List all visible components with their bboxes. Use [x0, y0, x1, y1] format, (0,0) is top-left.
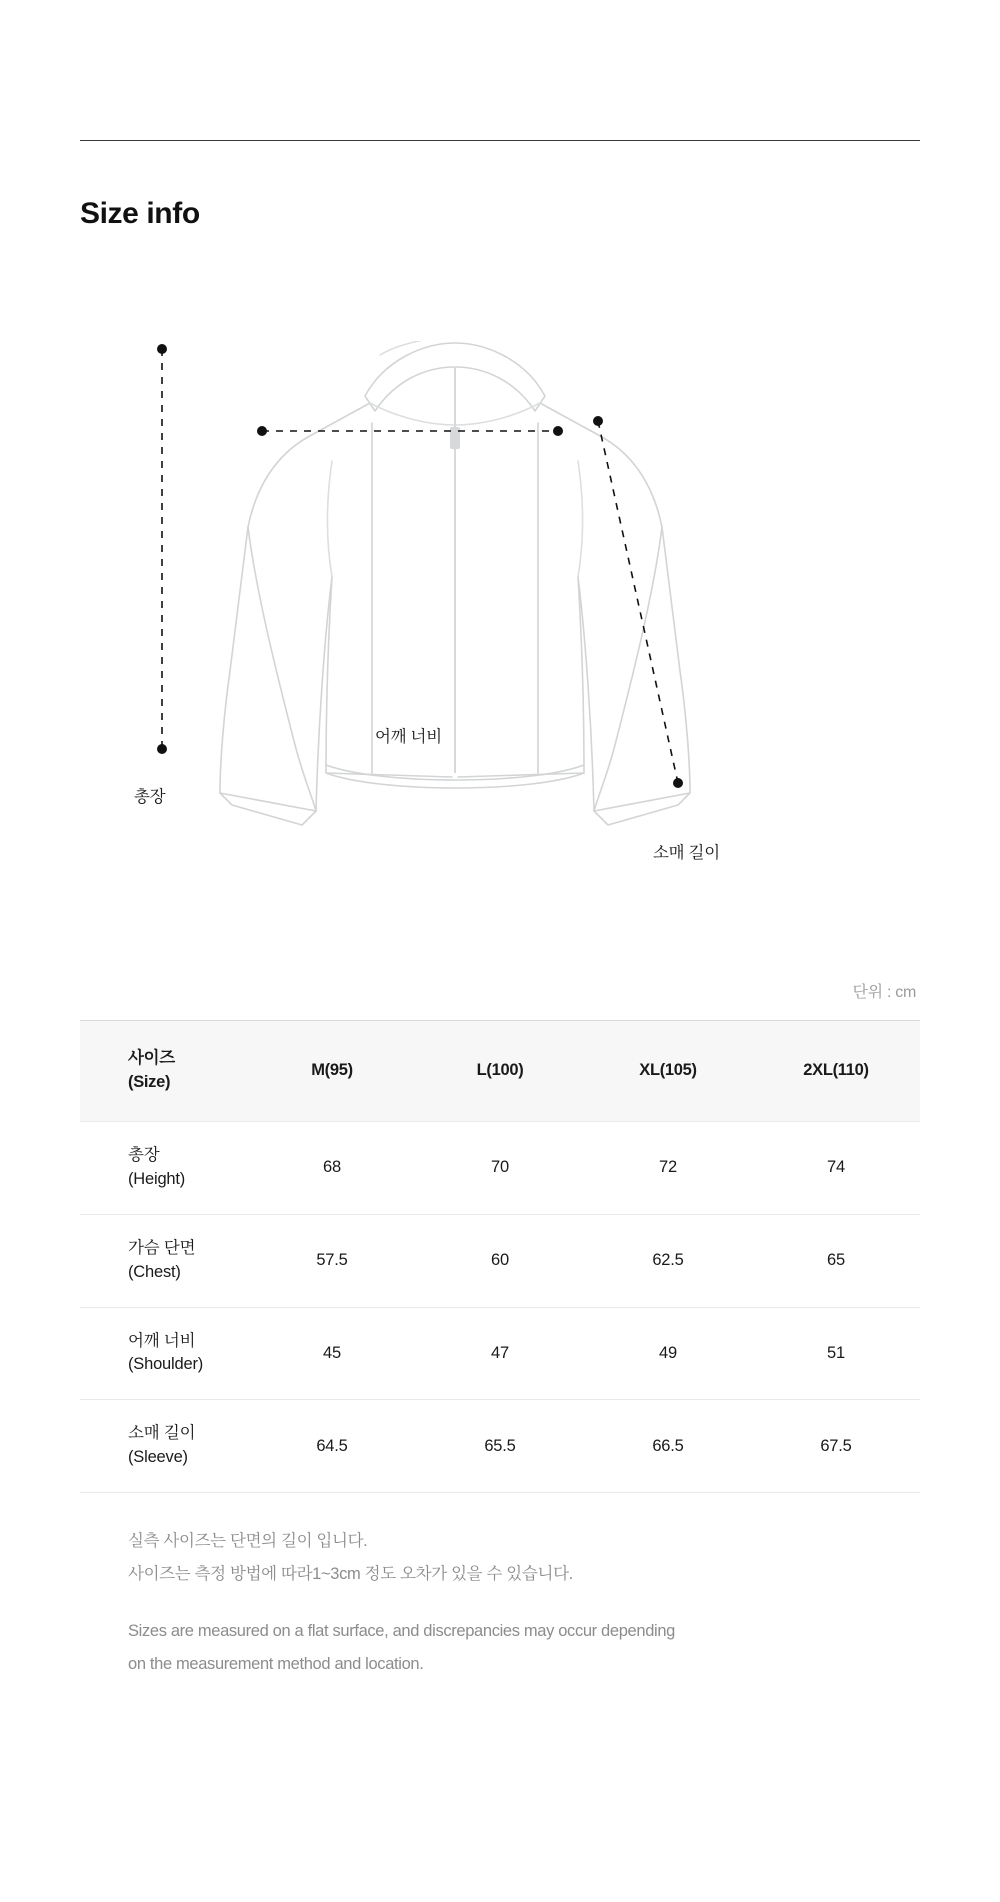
table-row [80, 1400, 920, 1493]
table-row [80, 1121, 920, 1214]
cell-shoulder-2xl: 51 [752, 1307, 920, 1400]
table-row [80, 1214, 920, 1307]
cell-chest-2xl: 65 [752, 1214, 920, 1307]
cell-sleeve-m: 64.5 [248, 1400, 416, 1493]
cell-sleeve-l: 65.5 [416, 1400, 584, 1493]
unit-note: 단위 : cm [852, 984, 916, 1001]
cell-height-m: 68 [248, 1121, 416, 1214]
cell-height-2xl: 74 [752, 1121, 920, 1214]
row-label-height [80, 1121, 248, 1214]
label-total-length: 총장 [134, 788, 166, 806]
table-header-xl: XL(105) [584, 1021, 752, 1122]
sleeve-length-dimension [598, 421, 678, 783]
cell-shoulder-xl: 49 [584, 1307, 752, 1400]
content-container [80, 0, 920, 1678]
top-divider [80, 140, 920, 141]
row-label-shoulder [80, 1307, 248, 1400]
measurement-notes [80, 1527, 920, 1678]
note-en-line2: on the measurement method and location. [128, 1654, 424, 1673]
cell-shoulder-m: 45 [248, 1307, 416, 1400]
size-table-head [80, 1021, 920, 1122]
label-sleeve-length: 소매 길이 [653, 844, 720, 862]
cell-chest-m: 57.5 [248, 1214, 416, 1307]
size-table-body [80, 1121, 920, 1492]
row-label-chest-ko: 가슴 단면 [128, 1238, 196, 1257]
row-label-sleeve [80, 1400, 248, 1493]
garment-measurement-diagram [80, 341, 920, 961]
cell-height-l: 70 [416, 1121, 584, 1214]
table-header-m: M(95) [248, 1021, 416, 1122]
row-label-chest [80, 1214, 248, 1307]
header-size-ko: 사이즈 [128, 1049, 175, 1067]
cell-sleeve-xl: 66.5 [584, 1400, 752, 1493]
table-header-size [80, 1021, 248, 1122]
note-ko-line2: 사이즈는 측정 방법에 따라1~3cm 정도 오차가 있을 수 있습니다. [128, 1564, 573, 1583]
cell-height-xl: 72 [584, 1121, 752, 1214]
page-title: Size info [80, 197, 200, 230]
row-label-height-en: (Height) [128, 1169, 186, 1188]
table-row [80, 1307, 920, 1400]
jacket-illustration [80, 341, 920, 961]
table-header-row [80, 1021, 920, 1122]
cell-sleeve-2xl: 67.5 [752, 1400, 920, 1493]
header-size-en: (Size) [128, 1072, 171, 1091]
row-label-height-ko: 총장 [128, 1145, 160, 1164]
row-label-shoulder-en: (Shoulder) [128, 1355, 204, 1374]
table-header-l: L(100) [416, 1021, 584, 1122]
row-label-sleeve-ko: 소매 길이 [128, 1424, 196, 1443]
row-label-shoulder-ko: 어깨 너비 [128, 1331, 196, 1350]
table-header-2xl: 2XL(110) [752, 1021, 920, 1122]
label-shoulder-width: 어깨 너비 [375, 728, 442, 746]
note-en-line1: Sizes are measured on a flat surface, and discrepancies may occur depending [128, 1621, 675, 1640]
cell-chest-xl: 62.5 [584, 1214, 752, 1307]
row-label-sleeve-en: (Sleeve) [128, 1448, 188, 1467]
size-table [80, 1020, 920, 1493]
cell-chest-l: 60 [416, 1214, 584, 1307]
row-label-chest-en: (Chest) [128, 1262, 181, 1281]
note-ko-line1: 실측 사이즈는 단면의 길이 입니다. [128, 1532, 368, 1551]
cell-shoulder-l: 47 [416, 1307, 584, 1400]
